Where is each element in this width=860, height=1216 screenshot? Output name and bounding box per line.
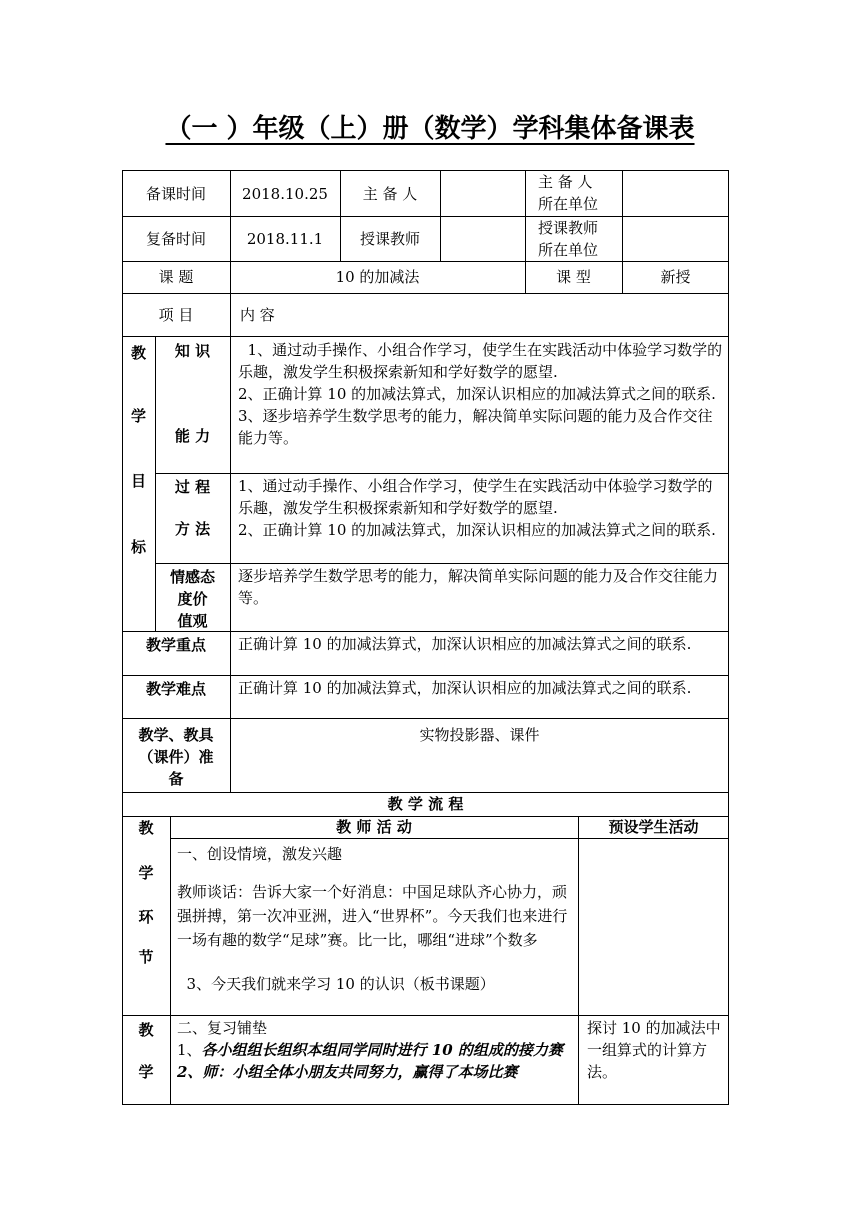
emotion-label-line3: 值观 — [177, 612, 208, 630]
section1-text: 教师谈话：告诉大家一个好消息：中国足球队齐心协力，顽强拼搏，第一次冲亚洲，进入“世界杯”。今天我们也来进行一场有趣的数学“足球”赛。比一比，哪组“进球”个数多 — [177, 883, 568, 949]
lead-unit-label-line1: 主 备 人 — [538, 173, 593, 191]
method-label: 方 法 — [174, 520, 211, 538]
goals-label-2: 学 — [130, 407, 146, 425]
process-content — [238, 475, 724, 541]
tools-label — [122, 724, 230, 790]
emotion-label-line1: 情感态 — [169, 568, 215, 586]
goals-label-1: 教 — [130, 344, 146, 362]
prep-time-label: 备课时间 — [145, 185, 206, 203]
section2-label-2: 学 — [138, 1063, 154, 1081]
goals-label-4: 标 — [130, 538, 146, 556]
knowledge-line: 3、逐步培养学生数学思考的能力，解决简单实际问题的能力及合作交往能力等。 — [238, 407, 713, 447]
emotion-label — [155, 566, 230, 632]
lead-unit-label — [538, 171, 622, 215]
emotion-content: 逐步培养学生数学思考的能力，解决简单实际问题的能力及合作交往能力等。 — [238, 567, 719, 607]
key-point-text: 正确计算 10 的加减法算式，加深认识相应的加减法算式之间的联系. — [238, 635, 692, 653]
tools-text: 实物投影器、课件 — [419, 726, 540, 744]
difficulty-text: 正确计算 10 的加减法算式，加深认识相应的加减法算式之间的联系. — [238, 679, 692, 697]
type-value: 新授 — [660, 268, 691, 286]
items-label: 项 目 — [158, 306, 194, 324]
section2-line1-num: 1、 — [177, 1041, 202, 1059]
emotion-label-line2: 度价 — [177, 590, 208, 608]
section1-content — [177, 842, 577, 996]
key-point-label: 教学重点 — [145, 636, 206, 654]
teacher-unit-label-line2: 所在单位 — [538, 241, 599, 259]
items-content-label: 内 容 — [240, 306, 275, 324]
teacher-unit-label-line1: 授课教师 — [538, 219, 599, 237]
section2-line1: 各小组组长组织本组同学同时进行 10 的组成的接力赛 — [201, 1041, 563, 1059]
knowledge-line: 1、通过动手操作、小组合作学习，使学生在实践活动中体验学习数学的乐趣，激发学生积极探索新知和学好数学的愿望. — [238, 341, 723, 381]
review-time-label: 复备时间 — [145, 230, 206, 248]
tools-label-line3: 备 — [168, 770, 184, 788]
section1-label-3: 环 — [138, 908, 154, 926]
topic-value: 10 的加减法 — [335, 268, 420, 286]
process-line: 1、通过动手操作、小组合作学习，使学生在实践活动中体验学习数学的乐趣，激发学生积极探索新知和学好数学的愿望. — [238, 477, 713, 517]
prep-time-value: 2018.10.25 — [242, 185, 328, 203]
review-time-value: 2018.11.1 — [246, 230, 324, 248]
tools-label-line1: 教学、教具 — [138, 726, 214, 744]
section2-line2: 2、师：小组全体小朋友共同努力，赢得了本场比赛 — [177, 1063, 518, 1081]
section2-label-1: 教 — [138, 1021, 154, 1039]
student-activity-header: 预设学生活动 — [608, 818, 699, 836]
process-label: 过 程 — [174, 478, 211, 496]
section1-end: 3、今天我们就来学习 10 的认识（板书课题） — [177, 975, 495, 993]
section1-label-4: 节 — [138, 948, 154, 966]
section2-content — [177, 1017, 577, 1083]
difficulty-label: 教学难点 — [145, 680, 206, 698]
knowledge-label: 知 识 — [174, 342, 211, 360]
goals-label-3: 目 — [130, 472, 146, 490]
process-line: 2、正确计算 10 的加减法算式，加深认识相应的加减法算式之间的联系. — [238, 521, 716, 539]
type-label: 课 型 — [556, 268, 591, 286]
teacher-activity-header: 教 师 活 动 — [336, 818, 412, 836]
page-title: （一 ）年级（上）册（数学）学科集体备课表 — [165, 114, 695, 144]
knowledge-content — [238, 339, 724, 449]
topic-label: 课 题 — [158, 268, 194, 286]
tools-label-line2: （课件）准 — [138, 748, 214, 766]
lead-preparer-label: 主 备 人 — [362, 185, 418, 203]
teacher-unit-label — [538, 217, 622, 261]
section1-label-2: 学 — [138, 864, 154, 882]
section2-heading: 二、复习铺垫 — [177, 1019, 268, 1037]
lead-unit-label-line2: 所在单位 — [538, 195, 599, 213]
ability-label: 能 力 — [174, 427, 211, 445]
section1-label-1: 教 — [138, 819, 154, 837]
flow-title: 教 学 流 程 — [387, 795, 464, 813]
teacher-label: 授课教师 — [359, 230, 420, 248]
section1-heading: 一、创设情境，激发兴趣 — [177, 845, 343, 863]
section2-student-activity: 探讨 10 的加减法中一组算式的计算方法。 — [587, 1019, 721, 1081]
knowledge-line: 2、正确计算 10 的加减法算式，加深认识相应的加减法算式之间的联系. — [238, 385, 716, 403]
